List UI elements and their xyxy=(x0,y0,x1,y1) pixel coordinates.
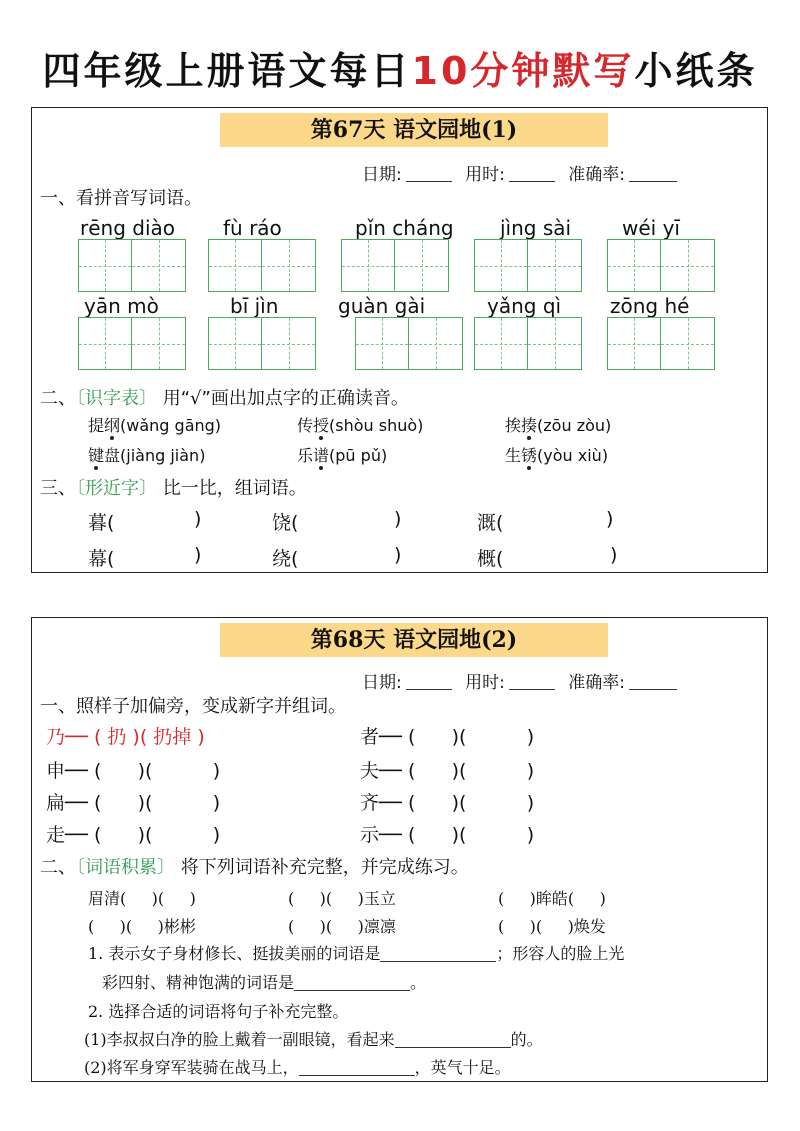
question-2: 2. 选择合适的词语将句子补充完整。 xyxy=(88,1002,349,1021)
answer-brackets: ( )( ) xyxy=(93,760,221,782)
r1-options: (wǎng gāng) xyxy=(120,416,222,435)
worksheet-day67 xyxy=(31,107,768,573)
section2-text: 将下列词语补充完整，并完成练习。 xyxy=(180,857,469,878)
day68-section2-title xyxy=(40,853,469,879)
q2-1-part-a: (1)李叔叔白净的脸上戴着一副眼镜，看起来 xyxy=(84,1030,395,1049)
day67-meta xyxy=(362,160,685,185)
idiom-3[interactable]: ( )眸皓( ) xyxy=(498,889,606,908)
example-row xyxy=(46,722,205,749)
section2-text: 用“√”画出加点字的正确读音。 xyxy=(162,388,409,409)
answer-brackets: ( )( ) xyxy=(407,760,535,782)
base-char: 齐── xyxy=(360,792,402,814)
section3-tag: 〔形近字〕 xyxy=(76,478,157,499)
r1-dotted-char: 纲 xyxy=(104,416,121,435)
pinyin-6: yān mò xyxy=(84,294,159,318)
date-blank[interactable] xyxy=(406,673,452,690)
answer-brackets: ( )( ) xyxy=(93,824,221,846)
question-1-line2 xyxy=(102,970,426,993)
answer-brackets: ( )( ) xyxy=(407,824,535,846)
similar-char-2: 饶( xyxy=(272,512,299,534)
similar-char-3-close[interactable]: ) xyxy=(606,508,614,530)
reading-item-1[interactable] xyxy=(88,413,221,436)
base-char: 扁── xyxy=(46,792,88,814)
question-2-1 xyxy=(84,1027,543,1050)
idiom-6[interactable]: ( )( )焕发 xyxy=(498,917,606,936)
q1-part-a: 1. 表示女子身材修长、挺拔美丽的词语是 xyxy=(88,944,381,963)
section3-text: 比一比，组词语。 xyxy=(162,478,307,499)
section2-number: 二、 xyxy=(40,388,76,409)
page-title xyxy=(0,40,800,95)
day68-meta xyxy=(362,668,685,693)
r4-dotted-char: 键 xyxy=(88,446,105,465)
section2-tag: 〔词语积累〕 xyxy=(76,857,175,878)
r1-char: 提 xyxy=(88,416,105,435)
r4-char: 盘 xyxy=(104,446,121,465)
r4-options: (jiàng jiàn) xyxy=(120,446,206,465)
r5-char: 乐 xyxy=(297,446,314,465)
similar-char-6: 概( xyxy=(477,548,504,570)
accuracy-label: 准确率: xyxy=(568,165,626,185)
title-part1: 四年级上册语文每日 xyxy=(42,49,412,93)
pinyin-5: wéi yī xyxy=(622,216,680,240)
r3-char: 挨 xyxy=(505,416,522,435)
radical-row-left-1[interactable] xyxy=(46,756,220,783)
date-label: 日期: xyxy=(362,165,402,185)
title-highlight: 10分钟默写 xyxy=(411,49,635,93)
answer-brackets: ( )( ) xyxy=(93,792,221,814)
r5-options: (pū pǔ) xyxy=(329,446,388,465)
base-char: 申── xyxy=(46,760,88,782)
r5-dotted-char: 谱 xyxy=(313,446,330,465)
idiom-4[interactable]: ( )( )彬彬 xyxy=(88,917,196,936)
day67-header: 第67天 语文园地(1) xyxy=(220,113,608,147)
pinyin-10: zōng hé xyxy=(610,294,690,318)
question-1-line1 xyxy=(88,941,624,964)
reading-item-6[interactable] xyxy=(505,443,608,466)
writing-grid-5[interactable] xyxy=(607,239,715,292)
q2-2-blank[interactable] xyxy=(299,1058,415,1076)
answer-brackets: ( )( ) xyxy=(407,726,535,748)
writing-grid-6[interactable] xyxy=(78,317,186,370)
time-label: 用时: xyxy=(465,165,505,185)
r6-dotted-char: 锈 xyxy=(521,446,538,465)
similar-char-5-close[interactable]: ) xyxy=(394,544,402,566)
q1-part-d: 。 xyxy=(410,973,427,992)
writing-grid-1[interactable] xyxy=(78,239,186,292)
day67-section1-title: 一、看拼音写词语。 xyxy=(40,188,202,209)
reading-item-5[interactable] xyxy=(297,443,387,466)
accuracy-blank[interactable] xyxy=(629,165,677,182)
section2-tag: 〔识字表〕 xyxy=(76,388,157,409)
pinyin-1: rēng diào xyxy=(80,216,175,240)
pinyin-4: jìng sài xyxy=(500,216,572,240)
idiom-1[interactable]: 眉清( )( ) xyxy=(88,889,196,908)
base-char: 夫── xyxy=(360,760,402,782)
q2-2-part-a: (2)将军身穿军装骑在战马上， xyxy=(84,1058,299,1077)
similar-char-5: 绕( xyxy=(272,548,299,570)
idiom-2[interactable]: ( )( )玉立 xyxy=(288,889,396,908)
writing-grid-2[interactable] xyxy=(208,239,316,292)
time-blank[interactable] xyxy=(509,673,555,690)
writing-grid-4[interactable] xyxy=(474,239,582,292)
radical-row-right-3[interactable] xyxy=(360,788,534,815)
reading-item-3[interactable] xyxy=(505,413,611,436)
base-char: 走── xyxy=(46,824,88,846)
date-blank[interactable] xyxy=(406,165,452,182)
pinyin-3: pǐn cháng xyxy=(355,216,454,240)
similar-char-3: 溉( xyxy=(477,512,504,534)
writing-grid-7[interactable] xyxy=(208,317,316,370)
day67-section3-title xyxy=(40,474,307,500)
section2-number: 二、 xyxy=(40,857,76,878)
r3-dotted-char: 揍 xyxy=(521,416,538,435)
q2-1-part-b: 的。 xyxy=(510,1030,543,1049)
r2-char: 传 xyxy=(297,416,314,435)
radical-row-right-4[interactable] xyxy=(360,820,534,847)
accuracy-label: 准确率: xyxy=(568,673,626,693)
day67-section2-title xyxy=(40,384,409,410)
r6-options: (yòu xiù) xyxy=(537,446,609,465)
r3-options: (zōu zòu) xyxy=(537,416,612,435)
q2-2-part-b: ，英气十足。 xyxy=(414,1058,511,1077)
q1-part-b: ；形容人的脸上光 xyxy=(496,944,625,963)
idiom-5[interactable]: ( )( )凛凛 xyxy=(288,917,396,936)
r2-dotted-char: 授 xyxy=(313,416,330,435)
accuracy-blank[interactable] xyxy=(629,673,677,690)
time-blank[interactable] xyxy=(509,165,555,182)
q1-part-c: 彩四射、精神饱满的词语是 xyxy=(102,973,295,992)
question-2-2 xyxy=(84,1055,511,1078)
reading-item-4[interactable] xyxy=(88,443,205,466)
pinyin-2: fù ráo xyxy=(223,216,282,240)
pinyin-9: yǎng qì xyxy=(487,294,562,318)
writing-grid-9[interactable] xyxy=(474,317,582,370)
base-char: 者── xyxy=(360,726,402,748)
writing-grid-10[interactable] xyxy=(607,317,715,370)
pinyin-7: bī jìn xyxy=(230,294,279,318)
q1-blank-1[interactable] xyxy=(380,944,496,962)
date-label: 日期: xyxy=(362,673,402,693)
similar-char-4: 幕( xyxy=(88,548,115,570)
r6-char: 生 xyxy=(505,446,522,465)
similar-char-1: 暮( xyxy=(88,512,115,534)
radical-row-right-1[interactable] xyxy=(360,722,534,749)
section3-number: 三、 xyxy=(40,478,76,499)
base-char: 示── xyxy=(360,824,402,846)
similar-char-4-close[interactable]: ) xyxy=(194,544,202,566)
time-label: 用时: xyxy=(465,673,505,693)
similar-char-2-close[interactable]: ) xyxy=(394,508,402,530)
reading-item-2[interactable] xyxy=(297,413,423,436)
similar-char-1-close[interactable]: ) xyxy=(194,508,202,530)
writing-grid-3[interactable] xyxy=(341,239,449,292)
day68-header: 第68天 语文园地(2) xyxy=(220,623,608,657)
radical-row-right-2[interactable] xyxy=(360,756,534,783)
worksheet-day68 xyxy=(31,617,768,1082)
radical-row-left-3[interactable] xyxy=(46,820,220,847)
writing-grid-8[interactable] xyxy=(355,317,463,370)
example-base: 乃── xyxy=(46,726,88,748)
similar-char-6-close[interactable]: ) xyxy=(610,544,618,566)
q2-1-blank[interactable] xyxy=(395,1030,511,1048)
example-word: ( 扔掉 ) xyxy=(139,726,205,748)
answer-brackets: ( )( ) xyxy=(407,792,535,814)
title-part3: 小纸条 xyxy=(634,49,758,93)
q1-blank-2[interactable] xyxy=(294,973,410,991)
r2-options: (shòu shuò) xyxy=(329,416,424,435)
example-char: ( 扔 ) xyxy=(93,726,140,748)
radical-row-left-2[interactable] xyxy=(46,788,220,815)
day68-section1-title: 一、照样子加偏旁，变成新字并组词。 xyxy=(40,696,346,717)
pinyin-8: guàn gài xyxy=(338,294,426,318)
